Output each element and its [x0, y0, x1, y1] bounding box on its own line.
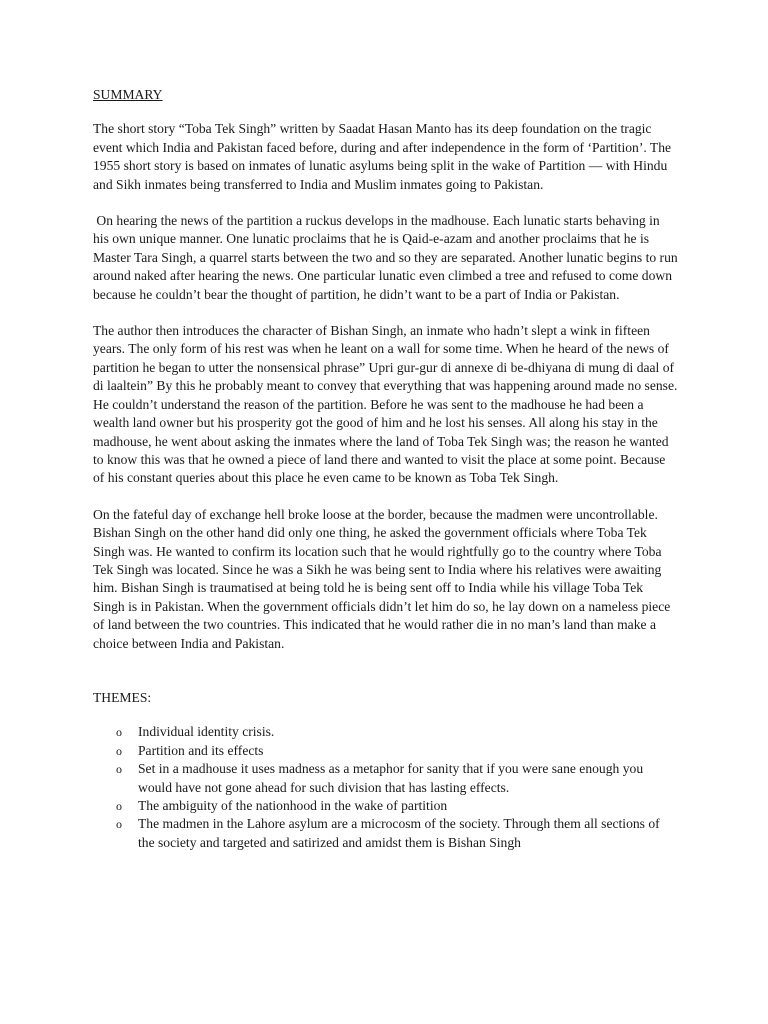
themes-heading: THEMES:	[93, 689, 152, 705]
summary-heading: SUMMARY	[93, 87, 163, 102]
summary-paragraph-3: The author then introduces the character of Bishan Singh, an inmate who hadn’t slept a wink in fifteen years. The only form of his rest was when he leant on a wall for some time. When he heard of the news of partition he began to utter the nonsensical phrase” Upri gur-gur di annexe di be-dhiyana di mung di daal of di laaltein” By this he probably meant to convey that everything that was happening around made no sense. He couldn’t understand the reason of the partition. Before he was sent to the madhouse he had been a wealth land owner but his prosperity got the good of him and he lost his senses. All along his stay in the madhouse, he went about asking the inmates where the land of Toba Tek Singh was; the reason he wanted to know this was that he owned a piece of land there and wanted to visit the place at some point. Because of his constant queries about this place he even came to be known as Toba Tek Singh.	[93, 323, 678, 486]
theme-item-text: The madmen in the Lahore asylum are a microcosm of the society. Through them all sections of the society and targeted and satirized and amidst them is Bishan Singh	[138, 816, 660, 850]
summary-paragraph-2: On hearing the news of the partition a ruckus develops in the madhouse. Each lunatic starts behaving in his own unique manner. One lunatic proclaims that he is Qaid-e-azam and another proclaims that he is Master Tara Singh, a quarrel starts between the two and so they are separated. Another lunatic begins to run around naked after hearing the news. One particular lunatic even climbed a tree and refused to come down because he couldn’t bear the thought of partition, he didn’t want to be a part of India or Pakistan.	[93, 213, 678, 302]
theme-item-text: Set in a madhouse it uses madness as a metaphor for sanity that if you were sane enough you would have not gone ahead for such division that has lasting effects.	[138, 761, 644, 795]
theme-item-text: The ambiguity of the nationhood in the wake of partition	[138, 798, 448, 813]
theme-item	[93, 797, 678, 815]
bullet-icon: o	[116, 762, 122, 777]
bullet-icon: o	[116, 799, 122, 813]
theme-item	[93, 723, 678, 741]
bullet-icon: o	[116, 725, 122, 740]
themes-list	[93, 723, 678, 852]
theme-item-text: Individual identity crisis.	[138, 724, 275, 740]
summary-paragraph-4: On the fateful day of exchange hell broke loose at the border, because the madmen were uncontrollable. Bishan Singh on the other hand did only one thing, he asked the government officials where Toba Tek Singh was. He wanted to confirm its location such that he would rightfully go to the country where Toba Tek Singh was located. Since he was a Sikh he was being sent to India where his relatives were awaiting him. Bishan Singh is traumatised at being told he is being sent off to India while his village Toba Tek Singh is in Pakistan. When the government officials didn’t let him do so, he lay down on a nameless piece of land between the two countries. This indicated that he would rather die in no man’s land than make a choice between India and Pakistan.	[93, 506, 671, 651]
theme-item	[93, 815, 678, 852]
theme-item	[93, 760, 678, 797]
bullet-icon: o	[116, 743, 122, 758]
theme-item-text: Partition and its effects	[138, 742, 264, 758]
bullet-icon: o	[116, 817, 122, 832]
document-page	[93, 86, 678, 852]
theme-item	[93, 742, 678, 760]
summary-paragraph-1: The short story “Toba Tek Singh” written by Saadat Hasan Manto has its deep foundation on the tragic event which India and Pakistan faced before, during and after independence in the form of ‘Partition’. The 1955 short story is based on inmates of lunatic asylums being split in the wake of Partition — with Hindu and Sikh inmates being transferred to India and Muslim inmates going to Pakistan.	[93, 121, 672, 192]
